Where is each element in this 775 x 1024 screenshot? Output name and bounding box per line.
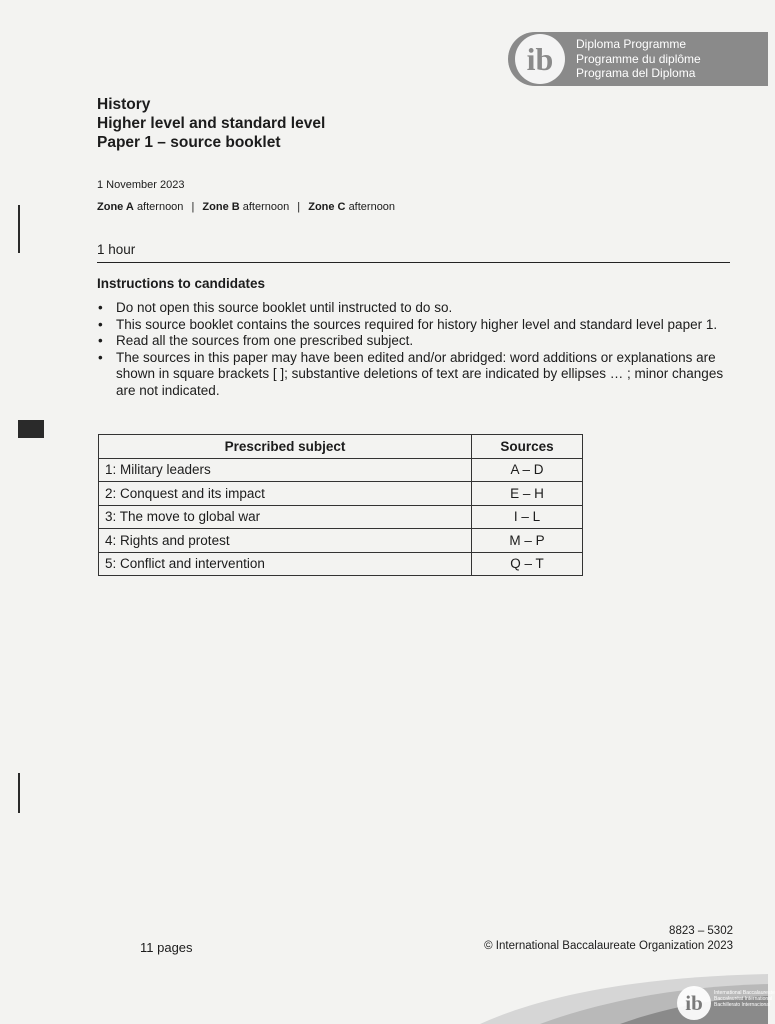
zone-a-time: afternoon [136, 201, 184, 213]
table-row [99, 529, 583, 553]
zone-separator: | [191, 201, 195, 213]
ib-logo-icon [510, 33, 570, 85]
column-header-subject: Prescribed subject [99, 435, 472, 459]
table-row [99, 458, 583, 482]
sources-cell: E – H [472, 482, 583, 506]
svg-text:ib: ib [685, 991, 703, 1015]
ib-name-fr: Baccalauréat International [714, 996, 773, 1002]
sources-cell: M – P [472, 529, 583, 553]
zone-separator: | [297, 201, 301, 213]
zone-c-label: Zone C [308, 201, 346, 213]
column-header-sources: Sources [472, 435, 583, 459]
ib-organisation-names [714, 990, 775, 1008]
instructions-list [97, 300, 737, 399]
zone-b-time: afternoon [242, 201, 290, 213]
exam-subject: History [97, 96, 151, 113]
prescribed-subjects-table [98, 434, 583, 576]
copyright-notice: © International Baccalaureate Organization 2023 [484, 940, 733, 952]
instruction-item: • The sources in this paper may have been edited and/or abridged: word additions or explanations are shown in square brackets [ ]; substantive deletions of text are indicated by ellipses … ; minor changes are not indicated. [97, 350, 737, 400]
ib-name-en: International Baccalaureate [714, 990, 775, 996]
table-row [99, 505, 583, 529]
instruction-item: • Read all the sources from one prescribed subject. [97, 333, 737, 350]
ib-header-logo [508, 32, 768, 86]
zone-c-time: afternoon [348, 201, 396, 213]
scan-mark-square [18, 420, 44, 438]
zone-a-label: Zone A [97, 201, 134, 213]
programme-name-es: Programa del Diploma [576, 66, 696, 80]
instruction-item: • Do not open this source booklet until instructed to do so. [97, 300, 737, 317]
subject-cell: 3: The move to global war [99, 505, 472, 529]
subject-cell: 2: Conquest and its impact [99, 482, 472, 506]
instructions-heading: Instructions to candidates [97, 276, 266, 291]
table-row [99, 552, 583, 576]
page-count: 11 pages [140, 940, 193, 955]
exam-duration: 1 hour [97, 242, 136, 257]
zone-times [97, 201, 395, 213]
exam-date: 1 November 2023 [97, 179, 185, 191]
exam-paper: Paper 1 – source booklet [97, 134, 281, 151]
table-row [99, 482, 583, 506]
ib-name-es: Bachillerato Internacional [714, 1002, 771, 1008]
zone-b-label: Zone B [202, 201, 240, 213]
header-divider [97, 262, 730, 263]
programme-name-fr: Programme du diplôme [576, 51, 701, 66]
svg-text:ib: ib [526, 41, 554, 77]
scan-mark-top [18, 205, 20, 253]
subject-cell: 5: Conflict and intervention [99, 552, 472, 576]
exam-level: Higher level and standard level [97, 115, 326, 132]
programme-name-en: Diploma Programme [576, 37, 687, 51]
programme-names [576, 37, 701, 81]
subject-cell: 4: Rights and protest [99, 529, 472, 553]
exam-title [97, 95, 325, 152]
instruction-item: • This source booklet contains the sources required for history higher level and standard level paper 1. [97, 317, 737, 334]
paper-code: 8823 – 5302 [669, 925, 733, 937]
subject-cell: 1: Military leaders [99, 458, 472, 482]
table-header-row [99, 435, 583, 459]
sources-cell: A – D [472, 458, 583, 482]
sources-cell: I – L [472, 505, 583, 529]
sources-cell: Q – T [472, 552, 583, 576]
scan-mark-bottom [18, 773, 20, 813]
ib-logo-icon [676, 985, 712, 1021]
